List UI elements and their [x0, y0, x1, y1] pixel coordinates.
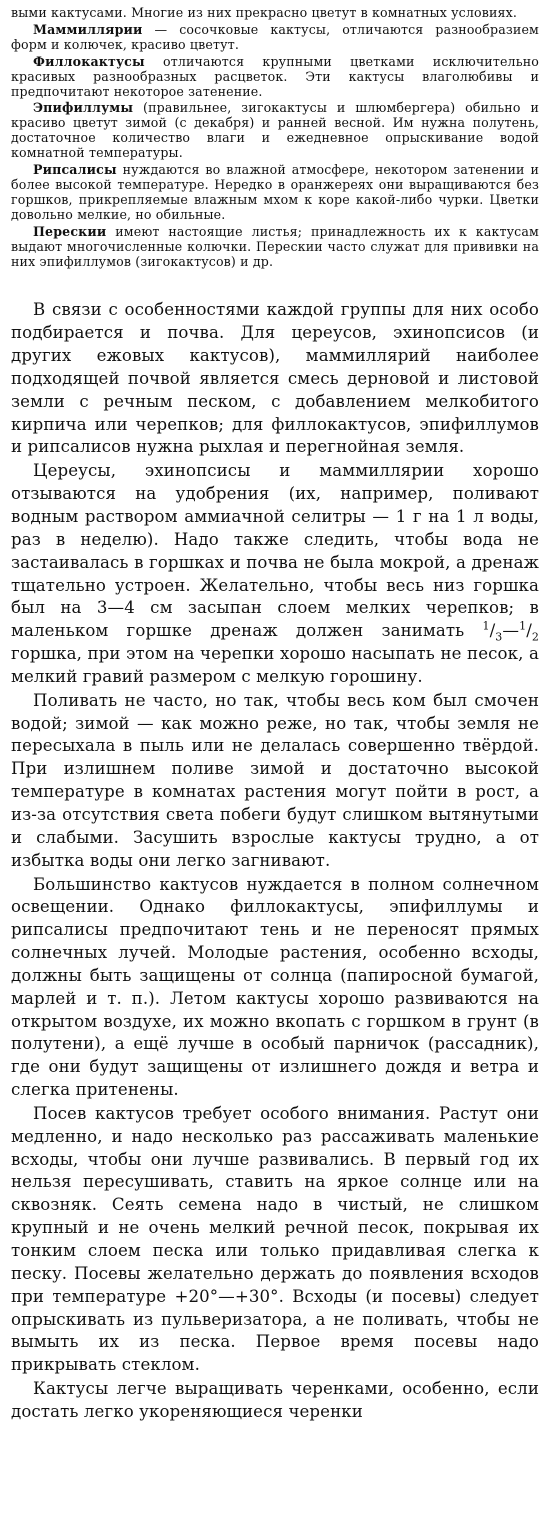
- entry-text: — сосочковые кактусы, отличаются разнообразием форм и колючек, красиво цветут.: [11, 21, 539, 52]
- entry-mammillaria: [11, 23, 539, 53]
- intro-line: выми кактусами. Многие из них прекрасно цветут в комнатных условиях.: [11, 5, 518, 20]
- paragraph-fertilizer: Цереусы, эхинопсисы и маммиллярии хорошо отзываются на удобрения (их, например, поливают водным раствором аммиачной селитры — 1 г на 1 л воды, раз в неделю). Надо также следить, чтобы вода не застаивалась в горшках и почва не была мокрой, а дренаж тщательно устроен. Желательно, чтобы весь низ горшка был на 3—4 см засыпан слоем мелких черепков; в маленьком горшке дренаж должен занимать $^1/_3—^1/_2$ горшка, при этом на черепки хорошо насыпать не песок, а мелкий гравий размером с мелкую горошину.: [11, 461, 539, 686]
- paragraph-text: горшка, при этом на черепки хорошо насыпать не песок, а мелкий гравий размером с мелкую горошину.: [11, 644, 539, 686]
- entry-term: Рипсалисы: [33, 162, 117, 178]
- entry-term: Маммиллярии: [33, 21, 143, 37]
- entry-phyllocactus: [11, 55, 539, 100]
- paragraph-light: Большинство кактусов нуждается в полном солнечном освещении. Однако филлокактусы, эпифиллумы и рипсалисы предпочитают тень и не переносят прямых солнечных лучей. Молодые растения, особенно всходы, должны быть защищены от солнца (папиросной бумагой, марлей и т. п.). Летом кактусы хорошо развиваются на открытом воздухе, их можно вкопать с горшком в грунт (в полутени), а ещё лучше в особый парничок (рассадник), где они будут защищены от излишнего дождя и ветра и слегка притенены.: [11, 874, 539, 1100]
- entry-pereskia: [11, 225, 539, 270]
- fraction-denominator: 3: [495, 630, 503, 644]
- entry-term: Перескии: [33, 223, 107, 239]
- section-spacer: [11, 269, 539, 299]
- range-dash: —: [502, 621, 520, 641]
- paragraph-text: Цереусы, эхинопсисы и маммиллярии хорошо отзываются на удобрения (их, например, поливают водным раствором аммиачной селитры — 1 г на 1 л воды, раз в неделю). Надо также следить, чтобы вода не застаивалась в горшках и почва не была мокрой, а дренаж тщательно устроен. Желательно, чтобы весь низ горшка был на 3—4 см засыпан слоем мелких черепков; в маленьком горшке дренаж должен занимать: [11, 461, 539, 641]
- entry-term: Филлокактусы: [33, 53, 145, 69]
- entry-text: (правильнее, зигокактусы и шлюмбергера) обильно и красиво цветут зимой (с декабря) и ранней весной. Им нужна полутень, достаточное количество влаги и ежедневное опрыскивание водой комнатной температуры.: [11, 100, 539, 161]
- entry-term: Эпифиллумы: [33, 100, 134, 116]
- paragraph-watering: Поливать не часто, но так, чтобы весь ком был смочен водой; зимой — как можно реже, но так, чтобы земля не пересыхала в пыль или не делалась совершенно твёрдой. При излишнем поливе зимой и достаточно высокой температуре в комнатах растения могут пойти в рост, а из-за отсутствия света побеги будут слишком вытянутыми и слабыми. Засушить взрослые кактусы трудно, а от избытка воды они легко загнивают.: [11, 690, 539, 870]
- paragraph-cuttings: Кактусы легче выращивать черенками, особенно, если достать легко укореняющиеся черенки: [11, 1379, 539, 1421]
- main-text: [11, 299, 539, 1423]
- entry-text: нуждаются во влажной атмосфере, некотором затенении и более высокой температуре. Нередко в оранжереях они выращиваются без горшков, прикрепляемые влажным мхом к коре какой-либо чурки. Цветки довольно мелкие, но обильные.: [11, 162, 539, 222]
- fraction-denominator: 2: [531, 630, 539, 644]
- paragraph-sowing: Посев кактусов требует особого внимания. Растут они медленно, и надо несколько раз рассаживать маленькие всходы, чтобы они лучше развивались. В первый год их нельзя пересушивать, ставить на яркое солнце или на сквозняк. Сеять семена надо в чистый, не слишком крупный и не очень мелкий речной песок, покрывая их тонким слоем песка или только придавливая слегка к песку. Посевы желательно держать до появления всходов при температуре +20°—+30°. Всходы (и посевы) следует опрыскивать из пульверизатора, а не поливать, чтобы не вымыть их из песка. Первое время посевы надо прикрывать стеклом.: [11, 1103, 539, 1375]
- paragraph-soil: В связи с особенностями каждой группы для них особо подбирается и почва. Для цереусов, эхинопсисов (и других ежовых кактусов), маммиллярий наиболее подходящей почвой является смесь дерновой и листовой земли с речным песком, с добавлением мелкобитого кирпича или черепков; для филлокактусов, эпифиллумов и рипсалисов нужна рыхлая и перегнойная земля.: [11, 300, 539, 457]
- fraction-numerator: 1: [482, 619, 490, 633]
- entry-rhipsalis: [11, 163, 539, 223]
- fraction-numerator: 1: [519, 619, 527, 633]
- entry-epiphyllum: [11, 101, 539, 161]
- entry-text: имеют настоящие листья; принадлежность их к кактусам выдают многочисленные колючки. Перескии часто служат для прививки на них эпифиллумов (зигокактусов) и др.: [11, 223, 539, 269]
- entry-text: отличаются крупными цветками исключительно красивых разнообразных расцветок. Эти кактусы влаголюбивы и предпочитают некоторое затенение.: [11, 53, 539, 99]
- cactus-groups-section: [11, 6, 539, 269]
